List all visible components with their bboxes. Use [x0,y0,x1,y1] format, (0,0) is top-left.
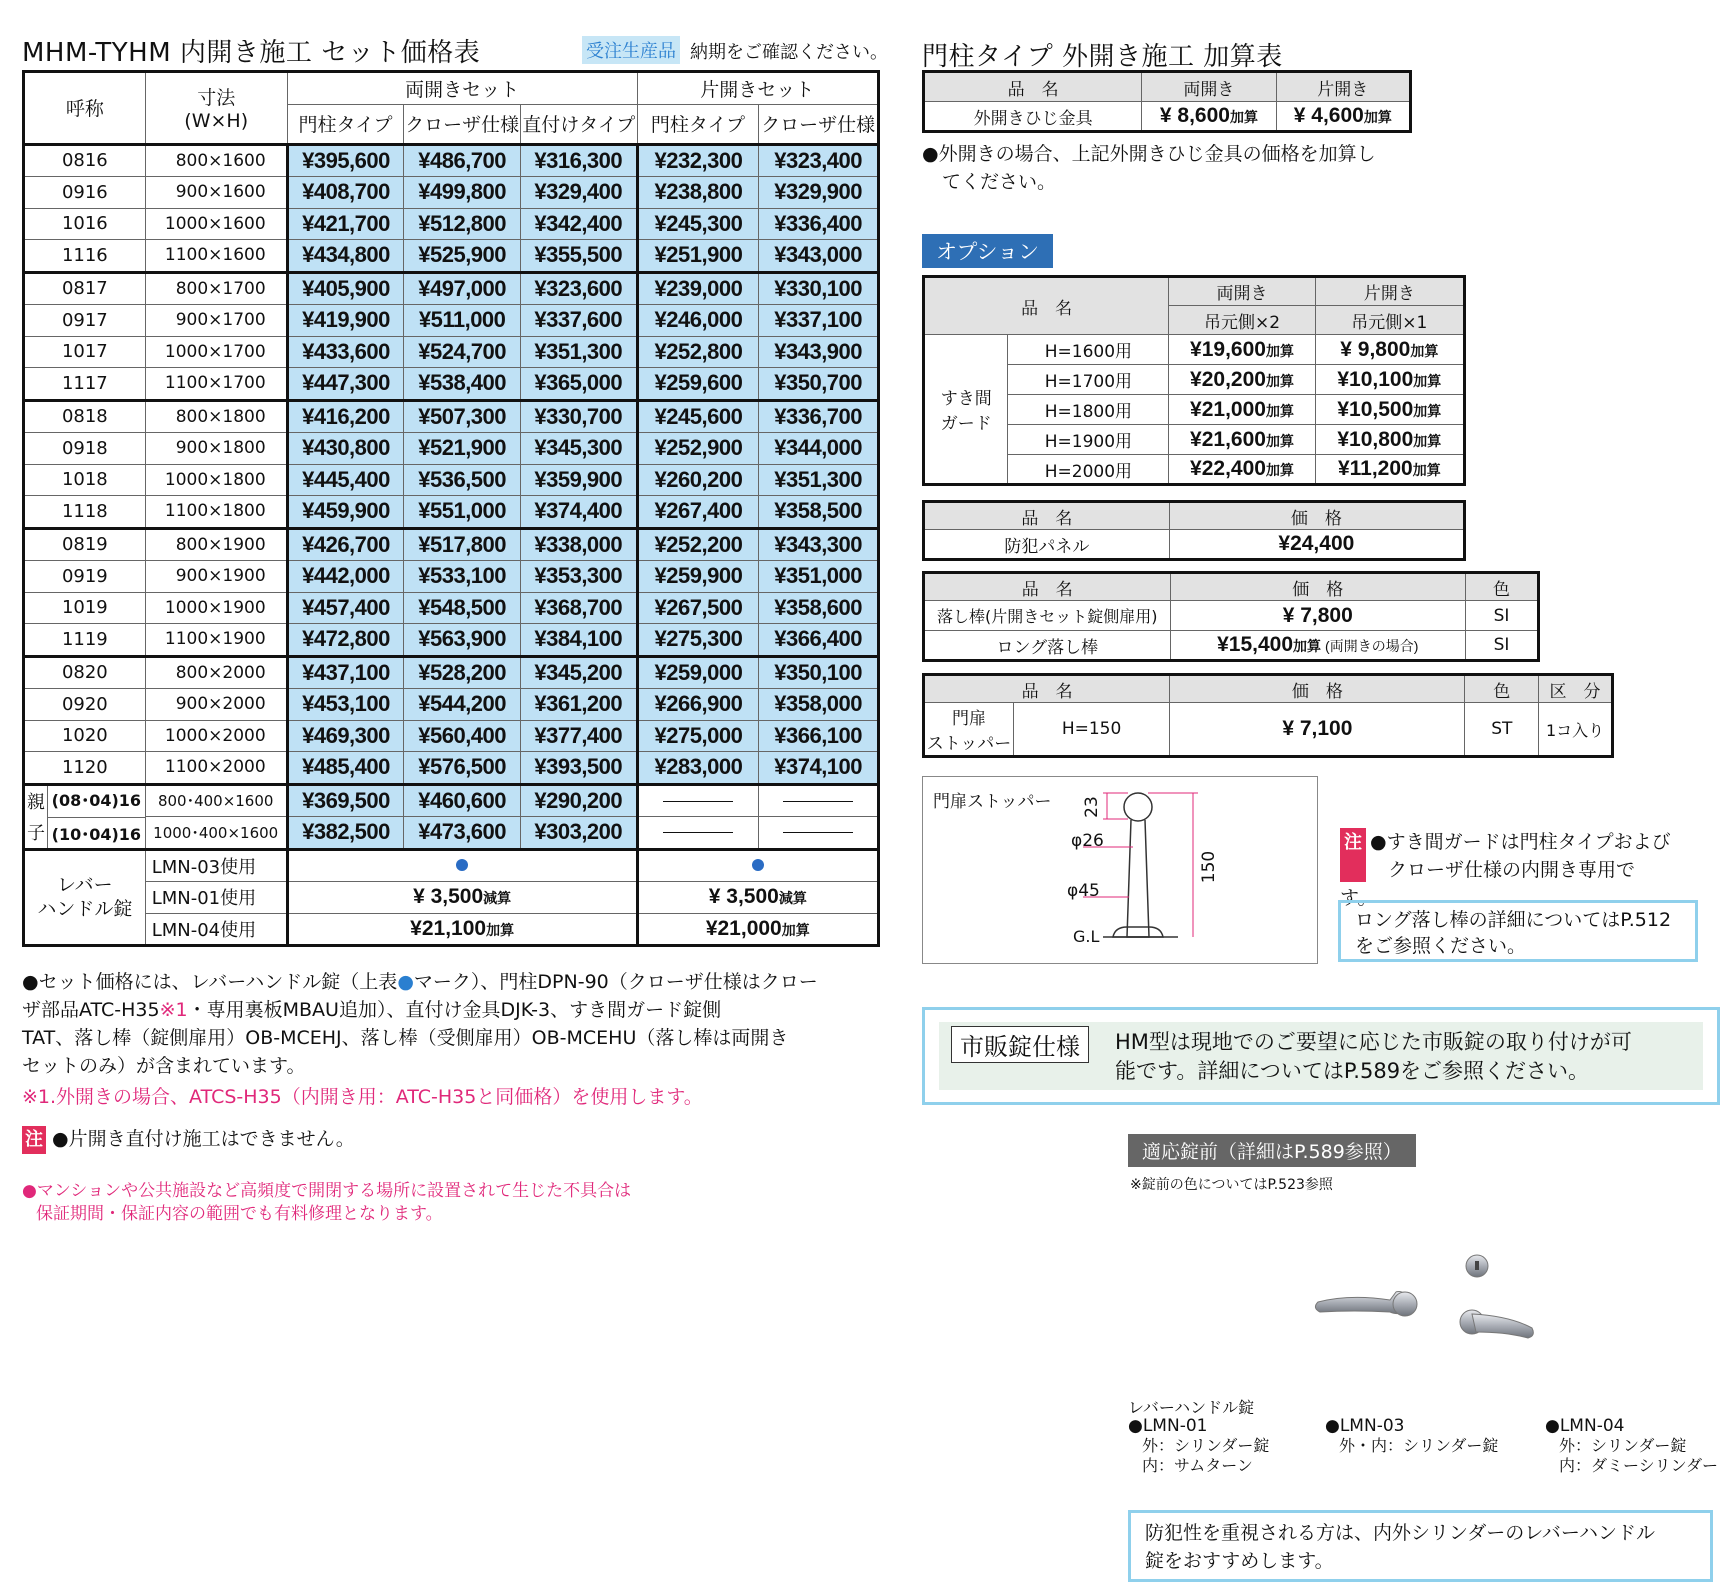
lever-lmn01-label: LMN-01使用 [145,882,287,914]
dimension: 1000×1700 [145,336,287,368]
rod-col-color: 色 [1465,573,1538,601]
rod-price: ¥ 7,800 [1170,601,1465,631]
price-cell: ¥358,600 [759,592,879,624]
lever-lmn04-label: LMN-04使用 [145,913,287,946]
empty-dash-cell [637,817,759,850]
guard-size: H=2000用 [1008,455,1169,485]
lever-lock-image [1310,1250,1550,1350]
price-cell: ¥350,700 [759,368,879,401]
price-cell: ¥416,200 [287,400,404,433]
rod-col-name: 品 名 [924,573,1171,601]
price-cell: ¥259,000 [637,656,759,689]
price-cell: ¥342,400 [520,208,637,240]
price-cell: ¥447,300 [287,368,404,401]
oyako-code: (08･04)16 [51,791,142,811]
price-cell: ¥358,000 [759,689,879,721]
price-cell: ¥374,100 [759,752,879,785]
empty-dash-cell [759,784,879,817]
price-cell: ¥473,600 [404,817,521,850]
size-code: 1018 [24,464,146,496]
price-cell: ¥323,600 [520,272,637,305]
price-cell: ¥472,800 [287,624,404,657]
long-rod-note: ロング落し棒の詳細についてはP.512 をご参照ください。 [1338,900,1698,962]
price-cell: ¥252,200 [637,528,759,561]
price-cell: ¥437,100 [287,656,404,689]
guard-double-price: ¥20,200加算 [1169,365,1315,395]
price-row [24,433,879,465]
guard-table [922,275,1466,486]
size-code: 1017 [24,336,146,368]
price-cell: ¥252,800 [637,336,759,368]
price-cell: ¥251,900 [637,240,759,273]
stopper-col-price: 価 格 [1170,675,1465,703]
drawing-title: 門扉ストッパー [933,792,1052,812]
size-code: 1119 [24,624,146,657]
price-cell: ¥366,100 [759,720,879,752]
oyako-dim: 800･400×1600 [145,784,287,817]
stopper-name: 門扉 ストッパー [924,703,1014,757]
price-cell: ¥434,800 [287,240,404,273]
included-dot-icon [752,859,764,871]
price-cell: ¥345,200 [520,656,637,689]
price-cell: ¥353,300 [520,561,637,593]
size-code: 1116 [24,240,146,273]
price-cell: ¥548,500 [404,592,521,624]
outer-note: ●外開きの場合、上記外開きひじ金具の価格を加算し てください。 [922,143,1376,193]
price-cell: ¥351,000 [759,561,879,593]
outer-col-single: 片開き [1276,72,1410,102]
size-code: 0916 [24,177,146,209]
price-cell: ¥232,300 [637,144,759,177]
lever-lmn04-single: ¥21,000加算 [637,913,878,946]
col-post-header: 門柱タイプ [287,104,404,144]
price-cell: ¥576,500 [404,752,521,785]
lever-lock-label: レバーハンドル錠 [1128,1398,1255,1417]
dimension: 900×2000 [145,689,287,721]
price-cell: ¥521,900 [404,433,521,465]
stopper-price: ¥ 7,100 [1170,703,1465,757]
oyako-dim: 1000･400×1600 [145,817,287,850]
stopper-diagram [923,777,1317,963]
price-cell: ¥246,000 [637,305,759,337]
lmn03-desc: ●LMN-03 外・内：シリンダー錠 [1325,1416,1499,1455]
price-cell: ¥563,900 [404,624,521,657]
price-cell: ¥433,600 [287,336,404,368]
caution-tag: 注 [22,1126,46,1154]
lever-lmn04-double: ¥21,100加算 [287,913,637,946]
stopper-col-kubun: 区 分 [1539,675,1613,703]
set-price-table [22,70,880,947]
oyako-label-ko: 子 [27,823,45,844]
dim-23: 23 [1081,796,1102,818]
price-cell: ¥366,400 [759,624,879,657]
price-cell: ¥316,300 [520,144,637,177]
col-direct-header: 直付けタイプ [520,104,637,144]
price-cell: ¥536,500 [404,464,521,496]
price-row [24,240,879,273]
col-closer-header: クローザ仕様 [404,104,521,144]
stopper-col-name: 品 名 [924,675,1170,703]
lever-lock-label: レバー ハンドル錠 [24,849,146,946]
price-cell: ¥426,700 [287,528,404,561]
price-cell: ¥290,200 [520,784,637,817]
rod-color: SI [1465,601,1538,631]
size-code: 1020 [24,720,146,752]
rod-name: ロング落し棒 [924,631,1171,661]
price-row [24,305,879,337]
panel-price: ¥24,400 [1169,530,1464,560]
price-row [24,336,879,368]
price-cell: ¥507,300 [404,400,521,433]
guard-size: H=1800用 [1008,395,1169,425]
lever-lmn01-single: ¥ 3,500減算 [637,882,878,914]
dimension: 1100×1700 [145,368,287,401]
size-code: 0918 [24,433,146,465]
outer-item-name: 外開きひじ金具 [924,102,1142,132]
empty-dash-cell [759,817,879,850]
size-code: 0818 [24,400,146,433]
dimension: 800×2000 [145,656,287,689]
guard-size: H=1900用 [1008,425,1169,455]
size-code: 0919 [24,561,146,593]
panel-name: 防犯パネル [924,530,1170,560]
price-cell: ¥267,400 [637,496,759,529]
guard-col-name: 品 名 [924,277,1169,335]
price-row [24,272,879,305]
caution-tag: 注 [1340,828,1366,882]
size-code: 1016 [24,208,146,240]
price-row [24,177,879,209]
price-cell: ¥459,900 [287,496,404,529]
price-cell: ¥351,300 [759,464,879,496]
outer-single-price: ¥ 4,600加算 [1276,102,1410,132]
dimension: 900×1900 [145,561,287,593]
footnote-1: ※1.外開きの場合、ATCS-H35（内開き用：ATC-H35と同価格）を使用します。 [22,1086,703,1108]
stopper-kubun: 1コ入り [1539,703,1613,757]
price-row [24,368,879,401]
dimension: 1100×1800 [145,496,287,529]
price-cell: ¥329,400 [520,177,637,209]
guard-caution: 注 ●すき間ガードは門柱タイプおよび クローザ仕様の内開き専用です。 [1340,828,1671,912]
size-code: 0920 [24,689,146,721]
guard-double-price: ¥19,600加算 [1169,335,1315,365]
guard-single-price: ¥ 9,800加算 [1315,335,1464,365]
panel-col-name: 品 名 [924,502,1170,530]
outer-col-name: 品 名 [924,72,1142,102]
outer-double-price: ¥ 8,600加算 [1142,102,1276,132]
page-title: MHM-TYHM 内開き施工 セット価格表 [22,38,481,68]
price-row [24,561,879,593]
price-cell: ¥238,800 [637,177,759,209]
price-cell: ¥421,700 [287,208,404,240]
stopper-drawing [922,776,1318,964]
price-cell: ¥374,400 [520,496,637,529]
double-set-header: 両開きセット [287,72,637,105]
price-cell: ¥369,500 [287,784,404,817]
dimension: 900×1800 [145,433,287,465]
guard-size: H=1600用 [1008,335,1169,365]
guard-single-price: ¥11,200加算 [1315,455,1464,485]
price-cell: ¥365,000 [520,368,637,401]
stopper-size: H=150 [1013,703,1169,757]
dimension: 800×1700 [145,272,287,305]
price-cell: ¥560,400 [404,720,521,752]
price-cell: ¥330,700 [520,400,637,433]
price-row [24,400,879,433]
price-cell: ¥538,400 [404,368,521,401]
price-cell: ¥259,900 [637,561,759,593]
drop-rod-table [922,571,1540,662]
guard-col-double2: 吊元側×2 [1169,306,1315,335]
price-cell: ¥343,300 [759,528,879,561]
dimension: 1000×2000 [145,720,287,752]
price-cell: ¥358,500 [759,496,879,529]
set-contents-note: ●セット価格には、レバーハンドル錠（上表●マーク）、門柱DPN-90（クローザ仕様はクロー ザ部品ATC-H35※1・専用裏板MBAU追加）、直付け金具DJK-3、すき間ガード錠側 TAT、落し棒（錠側扉用）OB-MCEHJ、落し棒（受側扉用）OB-MCEHU（落し棒は両開き セットのみ）が含まれています。 [22,971,818,1077]
price-row [24,656,879,689]
price-cell: ¥460,600 [404,784,521,817]
dimension: 800×1900 [145,528,287,561]
guard-col-double: 両開き [1169,277,1315,306]
price-row [24,592,879,624]
oyako-label-oya: 親 [27,792,45,813]
guard-double-price: ¥22,400加算 [1169,455,1315,485]
lever-lmn01-double: ¥ 3,500減算 [287,882,637,914]
price-row [24,528,879,561]
price-cell: ¥260,200 [637,464,759,496]
col-closer2-header: クローザ仕様 [759,104,879,144]
price-cell: ¥359,900 [520,464,637,496]
price-cell: ¥275,000 [637,720,759,752]
col-post2-header: 門柱タイプ [637,104,759,144]
guard-size: H=1700用 [1008,365,1169,395]
size-code: 0917 [24,305,146,337]
dimension: 800×1600 [145,144,287,177]
ground-line-label: G.L [1073,927,1100,946]
price-row [24,689,879,721]
stopper-col-color: 色 [1465,675,1539,703]
stopper-color: ST [1465,703,1539,757]
dim-phi45: φ45 [1067,881,1100,901]
price-cell: ¥336,400 [759,208,879,240]
lever-lmn03-double [287,849,637,882]
price-cell: ¥393,500 [520,752,637,785]
price-cell: ¥368,700 [520,592,637,624]
price-cell: ¥336,700 [759,400,879,433]
guard-col-single: 片開き [1315,277,1464,306]
price-cell: ¥497,000 [404,272,521,305]
dimension: 1000×1800 [145,464,287,496]
price-cell: ¥485,400 [287,752,404,785]
empty-dash-cell [637,784,759,817]
price-cell: ¥343,000 [759,240,879,273]
price-cell: ¥486,700 [404,144,521,177]
price-cell: ¥330,100 [759,272,879,305]
price-cell: ¥361,200 [520,689,637,721]
size-code: 0819 [24,528,146,561]
price-cell: ¥323,400 [759,144,879,177]
lmn01-desc: ●LMN-01 外：シリンダー錠 内：サムターン [1128,1416,1270,1475]
price-cell: ¥337,100 [759,305,879,337]
dimension: 1100×1900 [145,624,287,657]
market-lock-tag: 市販錠仕様 [951,1026,1089,1063]
price-cell: ¥395,600 [287,144,404,177]
price-cell: ¥419,900 [287,305,404,337]
size-code: 1120 [24,752,146,785]
guard-col-single2: 吊元側×1 [1315,306,1464,335]
price-cell: ¥511,000 [404,305,521,337]
price-cell: ¥469,300 [287,720,404,752]
price-cell: ¥445,400 [287,464,404,496]
rod-color: SI [1465,631,1538,661]
lmn04-desc: ●LMN-04 外：シリンダー錠 内：ダミーシリンダー [1545,1416,1719,1475]
oyako-cell [24,784,146,849]
dim-150: 150 [1199,850,1220,884]
price-row [24,464,879,496]
security-recommendation: 防犯性を重視される方は、内外シリンダーのレバーハンドル 錠をおすすめします。 [1128,1510,1713,1582]
dimension: 900×1600 [145,177,287,209]
price-cell: ¥283,000 [637,752,759,785]
price-cell: ¥405,900 [287,272,404,305]
size-code: 1118 [24,496,146,529]
price-cell: ¥453,100 [287,689,404,721]
price-cell: ¥239,000 [637,272,759,305]
size-code: 1117 [24,368,146,401]
locks-tag: 適応錠前（詳細はP.589参照） [1128,1134,1416,1167]
price-cell: ¥344,000 [759,433,879,465]
price-cell: ¥252,900 [637,433,759,465]
panel-col-price: 価 格 [1169,502,1464,530]
price-cell: ¥338,000 [520,528,637,561]
price-cell: ¥524,700 [404,336,521,368]
guard-single-price: ¥10,100加算 [1315,365,1464,395]
stopper-table [922,673,1614,758]
price-cell: ¥499,800 [404,177,521,209]
guard-double-price: ¥21,000加算 [1169,395,1315,425]
guard-double-price: ¥21,600加算 [1169,425,1315,455]
guard-name: すき間 ガード [924,335,1008,485]
dim-phi26: φ26 [1071,831,1104,851]
price-cell: ¥382,500 [287,817,404,850]
size-code: 0817 [24,272,146,305]
single-set-header: 片開きセット [637,72,878,105]
outer-title: 門柱タイプ 外開き施工 加算表 [922,42,1283,72]
price-cell: ¥512,800 [404,208,521,240]
price-cell: ¥430,800 [287,433,404,465]
dimension: 1000×1600 [145,208,287,240]
dimension: 1100×2000 [145,752,287,785]
made-to-order-badge: 受注生産品 [582,36,680,64]
price-cell: ¥377,400 [520,720,637,752]
price-cell: ¥551,000 [404,496,521,529]
caution-note: 注 ●片開き直付け施工はできません。 [22,1125,355,1154]
price-cell: ¥329,900 [759,177,879,209]
price-row [24,752,879,785]
panel-table [922,500,1466,561]
price-cell: ¥267,500 [637,592,759,624]
price-cell: ¥343,900 [759,336,879,368]
lever-lmn03-single [637,849,878,882]
col-size-header: 寸法 (W×H) [145,72,287,145]
price-cell: ¥528,200 [404,656,521,689]
size-code: 1019 [24,592,146,624]
dimension: 800×1800 [145,400,287,433]
price-cell: ¥457,400 [287,592,404,624]
size-code: 0816 [24,144,146,177]
price-cell: ¥351,300 [520,336,637,368]
price-cell: ¥245,300 [637,208,759,240]
price-cell: ¥525,900 [404,240,521,273]
price-cell: ¥245,600 [637,400,759,433]
price-cell: ¥544,200 [404,689,521,721]
price-cell: ¥384,100 [520,624,637,657]
guard-single-price: ¥10,500加算 [1315,395,1464,425]
rod-col-price: 価 格 [1170,573,1465,601]
price-cell: ¥259,600 [637,368,759,401]
price-row [24,144,879,177]
price-row [24,624,879,657]
price-cell: ¥533,100 [404,561,521,593]
price-row [24,208,879,240]
price-cell: ¥337,600 [520,305,637,337]
outer-add-table [922,70,1412,133]
included-dot-icon [456,859,468,871]
price-cell: ¥517,800 [404,528,521,561]
dimension: 1100×1600 [145,240,287,273]
price-cell: ¥275,300 [637,624,759,657]
col-name-header: 呼称 [24,72,146,145]
guard-single-price: ¥10,800加算 [1315,425,1464,455]
price-cell: ¥345,300 [520,433,637,465]
price-cell: ¥350,100 [759,656,879,689]
locks-color-note: ※錠前の色についてはP.523参照 [1130,1177,1333,1193]
outer-col-double: 両開き [1142,72,1276,102]
rod-name: 落し棒(片開きセット錠側扉用) [924,601,1171,631]
oyako-code: (10･04)16 [48,817,145,845]
lever-lmn03-label: LMN-03使用 [145,849,287,882]
price-cell: ¥303,200 [520,817,637,850]
price-row [24,496,879,529]
rod-price: ¥15,400加算 (両開きの場合) [1170,631,1465,661]
size-code: 0820 [24,656,146,689]
price-cell: ¥442,000 [287,561,404,593]
dimension: 900×1700 [145,305,287,337]
price-cell: ¥408,700 [287,177,404,209]
warranty-note: ●マンションや公共施設など高頻度で開閉する場所に設置されて生じた不具合は 保証期間・保証内容の範囲でも有料修理となります。 [22,1181,632,1224]
price-cell: ¥355,500 [520,240,637,273]
dimension: 1000×1900 [145,592,287,624]
price-row [24,720,879,752]
market-lock-box [922,1007,1720,1105]
market-lock-text: HM型は現地でのご要望に応じた市販錠の取り付けが可 能です。詳細についてはP.589をご参照ください。 [1115,1030,1632,1083]
badge-note: 納期をご確認ください。 [690,42,888,63]
price-cell: ¥266,900 [637,689,759,721]
option-tag: オプション [922,234,1053,268]
